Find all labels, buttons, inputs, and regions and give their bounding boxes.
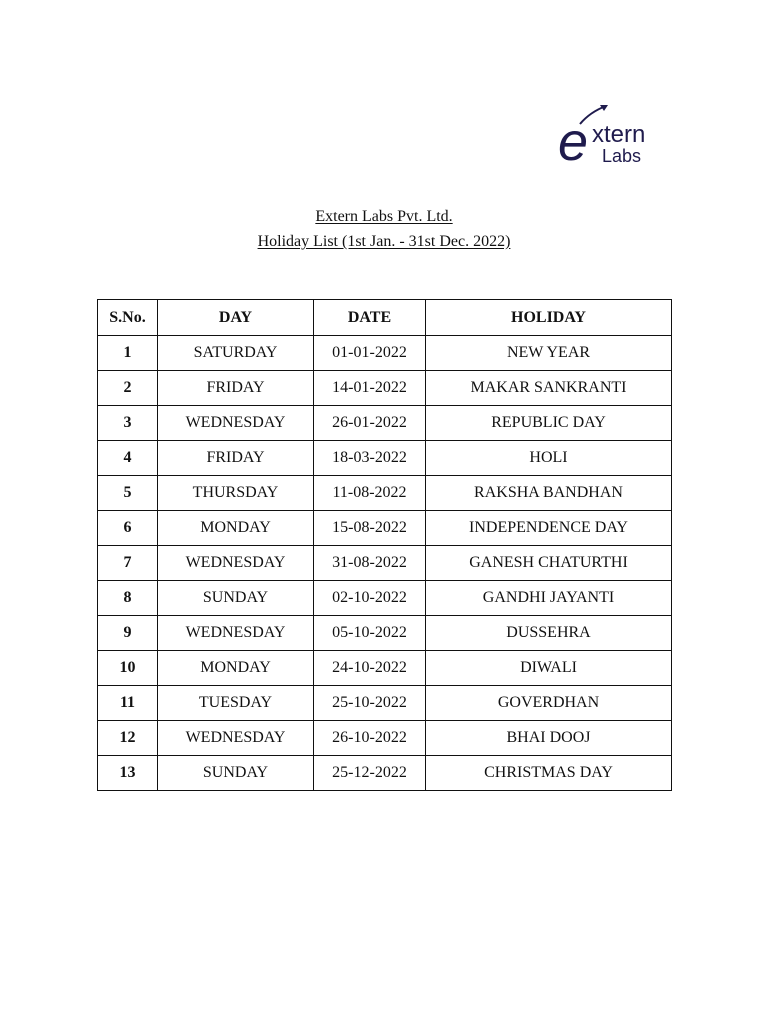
cell-sno: 10: [98, 651, 158, 686]
cell-date: 24-10-2022: [314, 651, 426, 686]
cell-holiday: GOVERDHAN: [426, 686, 672, 721]
cell-day: TUESDAY: [158, 686, 314, 721]
cell-holiday: HOLI: [426, 441, 672, 476]
cell-date: 18-03-2022: [314, 441, 426, 476]
cell-sno: 12: [98, 721, 158, 756]
table-row: [98, 406, 672, 441]
table-row: [98, 371, 672, 406]
table-row: [98, 651, 672, 686]
cell-holiday: NEW YEAR: [426, 336, 672, 371]
cell-sno: 6: [98, 511, 158, 546]
cell-day: MONDAY: [158, 511, 314, 546]
cell-sno: 4: [98, 441, 158, 476]
cell-day: SUNDAY: [158, 756, 314, 791]
table-header-row: [98, 300, 672, 336]
cell-holiday: INDEPENDENCE DAY: [426, 511, 672, 546]
cell-day: WEDNESDAY: [158, 616, 314, 651]
cell-holiday: DIWALI: [426, 651, 672, 686]
cell-day: WEDNESDAY: [158, 721, 314, 756]
table-row: [98, 686, 672, 721]
cell-sno: 3: [98, 406, 158, 441]
header-sno: S.No.: [98, 300, 158, 336]
cell-day: SUNDAY: [158, 581, 314, 616]
table-row: [98, 441, 672, 476]
table-row: [98, 336, 672, 371]
cell-sno: 2: [98, 371, 158, 406]
table-row: [98, 756, 672, 791]
extern-labs-logo: [556, 102, 660, 168]
table-row: [98, 476, 672, 511]
table-row: [98, 721, 672, 756]
table-row: [98, 581, 672, 616]
cell-date: 26-01-2022: [314, 406, 426, 441]
cell-holiday: RAKSHA BANDHAN: [426, 476, 672, 511]
cell-holiday: GANESH CHATURTHI: [426, 546, 672, 581]
header-day: DAY: [158, 300, 314, 336]
header-holiday: HOLIDAY: [426, 300, 672, 336]
cell-date: 15-08-2022: [314, 511, 426, 546]
cell-sno: 8: [98, 581, 158, 616]
cell-sno: 7: [98, 546, 158, 581]
logo-letter-e: e: [558, 112, 589, 168]
cell-day: WEDNESDAY: [158, 546, 314, 581]
cell-holiday: GANDHI JAYANTI: [426, 581, 672, 616]
holiday-table: [97, 299, 672, 791]
cell-date: 26-10-2022: [314, 721, 426, 756]
company-heading: Extern Labs Pvt. Ltd.: [315, 208, 453, 225]
header-date: DATE: [314, 300, 426, 336]
cell-sno: 1: [98, 336, 158, 371]
cell-date: 31-08-2022: [314, 546, 426, 581]
table-row: [98, 546, 672, 581]
cell-date: 11-08-2022: [314, 476, 426, 511]
table-row: [98, 511, 672, 546]
cell-day: FRIDAY: [158, 441, 314, 476]
cell-day: THURSDAY: [158, 476, 314, 511]
cell-date: 02-10-2022: [314, 581, 426, 616]
cell-holiday: REPUBLIC DAY: [426, 406, 672, 441]
cell-holiday: MAKAR SANKRANTI: [426, 371, 672, 406]
cell-holiday: BHAI DOOJ: [426, 721, 672, 756]
holiday-list-title: Holiday List (1st Jan. - 31st Dec. 2022): [257, 233, 511, 250]
cell-holiday: DUSSEHRA: [426, 616, 672, 651]
logo-word-labs: Labs: [602, 146, 642, 166]
cell-day: FRIDAY: [158, 371, 314, 406]
cell-sno: 5: [98, 476, 158, 511]
table-row: [98, 616, 672, 651]
cell-day: SATURDAY: [158, 336, 314, 371]
logo-word-extern: xtern: [592, 121, 646, 148]
cell-date: 05-10-2022: [314, 616, 426, 651]
cell-day: WEDNESDAY: [158, 406, 314, 441]
cell-day: MONDAY: [158, 651, 314, 686]
cell-date: 14-01-2022: [314, 371, 426, 406]
cell-date: 25-12-2022: [314, 756, 426, 791]
cell-date: 01-01-2022: [314, 336, 426, 371]
cell-date: 25-10-2022: [314, 686, 426, 721]
cell-holiday: CHRISTMAS DAY: [426, 756, 672, 791]
cell-sno: 9: [98, 616, 158, 651]
cell-sno: 13: [98, 756, 158, 791]
cell-sno: 11: [98, 686, 158, 721]
